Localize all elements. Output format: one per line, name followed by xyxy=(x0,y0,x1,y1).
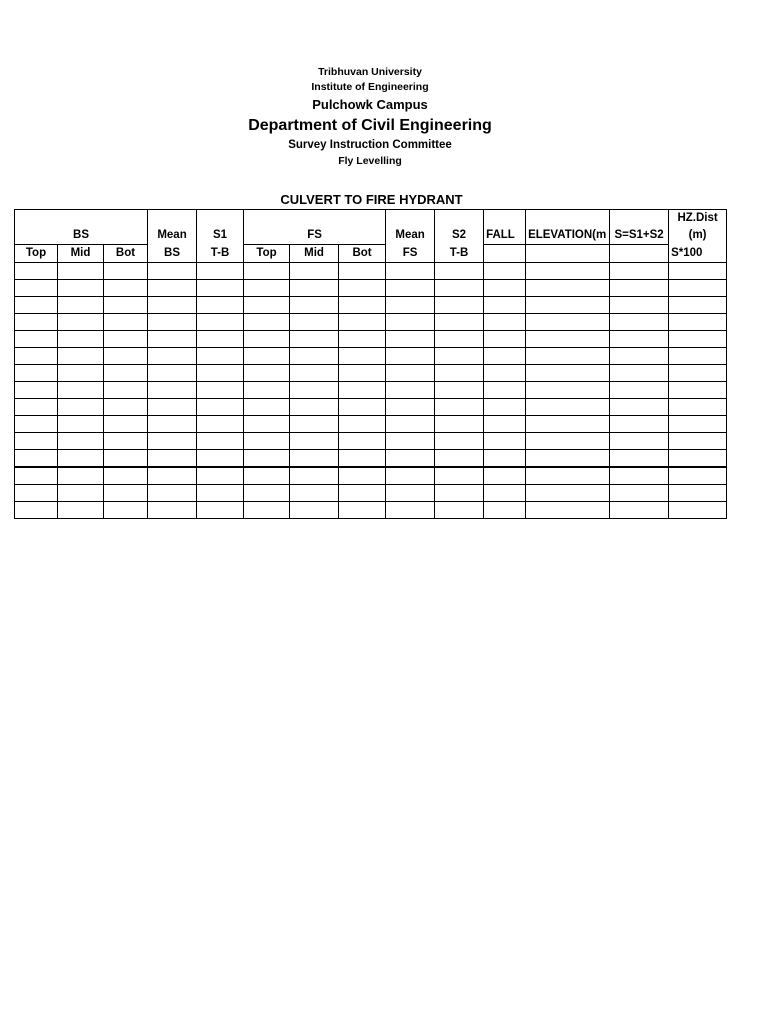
table-cell[interactable] xyxy=(148,502,197,519)
table-cell[interactable] xyxy=(148,263,197,280)
table-cell[interactable] xyxy=(435,502,484,519)
fs-mid-header: Mid xyxy=(290,245,339,263)
table-cell[interactable] xyxy=(669,416,727,433)
table-cell[interactable] xyxy=(197,314,244,331)
fall-subheader xyxy=(484,245,526,263)
table-cell[interactable] xyxy=(290,502,339,519)
table-cell[interactable] xyxy=(244,297,290,314)
table-cell[interactable] xyxy=(104,502,148,519)
table-cell[interactable] xyxy=(484,331,526,348)
table-cell[interactable] xyxy=(386,263,435,280)
table-cell[interactable] xyxy=(244,416,290,433)
table-cell[interactable] xyxy=(610,467,669,485)
table-cell[interactable] xyxy=(339,280,386,297)
table-cell[interactable] xyxy=(244,450,290,468)
table-row xyxy=(15,416,727,433)
table-cell[interactable] xyxy=(339,399,386,416)
table-row xyxy=(15,280,727,297)
table-cell[interactable] xyxy=(610,485,669,502)
table-cell[interactable] xyxy=(435,382,484,399)
table-cell[interactable] xyxy=(148,450,197,468)
table-cell[interactable] xyxy=(244,433,290,450)
bs-header: BS xyxy=(15,227,148,245)
table-cell[interactable] xyxy=(526,331,610,348)
table-cell[interactable] xyxy=(484,450,526,468)
table-cell[interactable] xyxy=(244,365,290,382)
table-cell[interactable] xyxy=(58,280,104,297)
table-cell[interactable] xyxy=(290,399,339,416)
table-cell[interactable] xyxy=(610,314,669,331)
table-cell[interactable] xyxy=(148,314,197,331)
table-cell[interactable] xyxy=(197,331,244,348)
table-cell[interactable] xyxy=(15,280,58,297)
table-cell[interactable] xyxy=(435,433,484,450)
table-cell[interactable] xyxy=(244,485,290,502)
fs-header: FS xyxy=(244,227,386,245)
s2-cell xyxy=(435,210,484,228)
table-cell[interactable] xyxy=(610,382,669,399)
table-cell[interactable] xyxy=(669,263,727,280)
table-cell[interactable] xyxy=(148,399,197,416)
table-cell[interactable] xyxy=(435,485,484,502)
fs-top-header: Top xyxy=(244,245,290,263)
table-cell[interactable] xyxy=(58,348,104,365)
table-cell[interactable] xyxy=(58,382,104,399)
table-cell[interactable] xyxy=(484,433,526,450)
table-row xyxy=(15,331,727,348)
table-cell[interactable] xyxy=(669,433,727,450)
table-cell[interactable] xyxy=(435,399,484,416)
mean-bs-cell xyxy=(148,210,197,228)
table-cell[interactable] xyxy=(15,314,58,331)
table-cell[interactable] xyxy=(339,382,386,399)
table-cell[interactable] xyxy=(244,280,290,297)
table-cell[interactable] xyxy=(484,399,526,416)
table-cell[interactable] xyxy=(484,263,526,280)
table-cell[interactable] xyxy=(58,365,104,382)
elevation-cell xyxy=(526,210,610,228)
campus-name: Pulchowk Campus xyxy=(312,97,428,112)
hz-unit-header: (m) xyxy=(669,227,727,245)
mean-bs-subheader: BS xyxy=(148,245,197,263)
table-cell[interactable] xyxy=(290,314,339,331)
table-cell[interactable] xyxy=(197,416,244,433)
table-cell[interactable] xyxy=(669,399,727,416)
table-cell[interactable] xyxy=(58,485,104,502)
table-cell[interactable] xyxy=(15,416,58,433)
table-cell[interactable] xyxy=(15,399,58,416)
s1-header: S1 xyxy=(197,227,244,245)
bs-top-header: Top xyxy=(15,245,58,263)
table-cell[interactable] xyxy=(104,450,148,468)
s-sum-header: S=S1+S2 xyxy=(610,227,669,245)
table-cell[interactable] xyxy=(148,331,197,348)
table-cell[interactable] xyxy=(526,399,610,416)
table-cell[interactable] xyxy=(484,348,526,365)
table-cell[interactable] xyxy=(15,348,58,365)
table-cell[interactable] xyxy=(15,502,58,519)
table-cell[interactable] xyxy=(339,450,386,468)
table-cell[interactable] xyxy=(244,382,290,399)
table-cell[interactable] xyxy=(610,348,669,365)
table-cell[interactable] xyxy=(15,297,58,314)
table-cell[interactable] xyxy=(386,297,435,314)
table-cell[interactable] xyxy=(339,502,386,519)
table-cell[interactable] xyxy=(610,263,669,280)
table-cell[interactable] xyxy=(104,348,148,365)
table-cell[interactable] xyxy=(148,467,197,485)
table-cell[interactable] xyxy=(386,433,435,450)
table-cell[interactable] xyxy=(148,348,197,365)
table-cell[interactable] xyxy=(197,485,244,502)
table-cell[interactable] xyxy=(339,416,386,433)
table-cell[interactable] xyxy=(197,450,244,468)
table-cell[interactable] xyxy=(197,280,244,297)
table-cell[interactable] xyxy=(610,416,669,433)
header-row-2 xyxy=(15,227,727,245)
table-cell[interactable] xyxy=(526,382,610,399)
table-cell[interactable] xyxy=(484,314,526,331)
table-cell[interactable] xyxy=(526,314,610,331)
table-cell[interactable] xyxy=(148,433,197,450)
fall-header: FALL xyxy=(484,227,526,245)
table-cell[interactable] xyxy=(148,365,197,382)
table-cell[interactable] xyxy=(244,348,290,365)
table-cell[interactable] xyxy=(339,467,386,485)
table-cell[interactable] xyxy=(610,331,669,348)
table-cell[interactable] xyxy=(58,467,104,485)
table-cell[interactable] xyxy=(435,450,484,468)
table-row xyxy=(15,433,727,450)
table-cell[interactable] xyxy=(386,348,435,365)
table-cell[interactable] xyxy=(386,399,435,416)
table-cell[interactable] xyxy=(386,416,435,433)
table-cell[interactable] xyxy=(610,297,669,314)
table-cell[interactable] xyxy=(104,331,148,348)
table-row xyxy=(15,314,727,331)
table-cell[interactable] xyxy=(386,280,435,297)
table-cell[interactable] xyxy=(104,467,148,485)
table-cell[interactable] xyxy=(339,348,386,365)
levelling-field-book-table xyxy=(14,209,727,519)
table-cell[interactable] xyxy=(58,399,104,416)
table-cell[interactable] xyxy=(197,297,244,314)
table-cell[interactable] xyxy=(197,502,244,519)
table-row xyxy=(15,502,727,519)
table-cell[interactable] xyxy=(484,416,526,433)
elevation-subheader xyxy=(526,245,610,263)
table-cell[interactable] xyxy=(290,416,339,433)
table-cell[interactable] xyxy=(290,467,339,485)
table-cell[interactable] xyxy=(104,314,148,331)
table-cell[interactable] xyxy=(104,280,148,297)
table-cell[interactable] xyxy=(58,416,104,433)
table-cell[interactable] xyxy=(435,280,484,297)
table-cell[interactable] xyxy=(58,297,104,314)
s2-header: S2 xyxy=(435,227,484,245)
fs-group-cell xyxy=(244,210,386,228)
s1-tb-header: T-B xyxy=(197,245,244,263)
table-cell[interactable] xyxy=(244,467,290,485)
table-cell[interactable] xyxy=(386,382,435,399)
table-cell[interactable] xyxy=(15,331,58,348)
header-row-1 xyxy=(15,210,727,228)
table-cell[interactable] xyxy=(526,263,610,280)
university-name: Tribhuvan University xyxy=(318,66,422,78)
table-cell[interactable] xyxy=(148,382,197,399)
table-cell[interactable] xyxy=(290,297,339,314)
table-row xyxy=(15,450,727,468)
table-cell[interactable] xyxy=(610,365,669,382)
table-cell[interactable] xyxy=(484,280,526,297)
table-cell[interactable] xyxy=(610,433,669,450)
table-cell[interactable] xyxy=(339,365,386,382)
table-cell[interactable] xyxy=(58,263,104,280)
table-cell[interactable] xyxy=(104,399,148,416)
table-cell[interactable] xyxy=(58,502,104,519)
table-cell[interactable] xyxy=(435,331,484,348)
table-row xyxy=(15,382,727,399)
table-cell[interactable] xyxy=(15,382,58,399)
elevation-header: ELEVATION(m xyxy=(526,227,610,245)
table-cell[interactable] xyxy=(435,416,484,433)
table-cell[interactable] xyxy=(197,382,244,399)
table-cell[interactable] xyxy=(104,485,148,502)
table-cell[interactable] xyxy=(610,280,669,297)
hz-dist-header: HZ.Dist xyxy=(669,210,727,228)
table-cell[interactable] xyxy=(58,331,104,348)
table-cell[interactable] xyxy=(290,263,339,280)
table-cell[interactable] xyxy=(435,365,484,382)
mean-fs-subheader: FS xyxy=(386,245,435,263)
table-cell[interactable] xyxy=(484,382,526,399)
table-cell[interactable] xyxy=(435,467,484,485)
table-cell[interactable] xyxy=(290,365,339,382)
table-cell[interactable] xyxy=(197,399,244,416)
table-cell[interactable] xyxy=(104,263,148,280)
table-cell[interactable] xyxy=(15,485,58,502)
mean-fs-cell xyxy=(386,210,435,228)
table-cell[interactable] xyxy=(104,365,148,382)
table-cell[interactable] xyxy=(58,450,104,468)
table-cell[interactable] xyxy=(526,297,610,314)
table-row xyxy=(15,485,727,502)
table-cell[interactable] xyxy=(197,467,244,485)
hz-formula-header: S*100 xyxy=(669,245,727,263)
table-cell[interactable] xyxy=(197,365,244,382)
table-cell[interactable] xyxy=(435,348,484,365)
table-cell[interactable] xyxy=(290,433,339,450)
table-cell[interactable] xyxy=(386,365,435,382)
table-cell[interactable] xyxy=(610,450,669,468)
department-name: Department of Civil Engineering xyxy=(248,117,492,134)
table-row xyxy=(15,348,727,365)
table-cell[interactable] xyxy=(244,399,290,416)
header-row-3 xyxy=(15,245,727,263)
survey-method: Fly Levelling xyxy=(338,155,402,167)
table-cell[interactable] xyxy=(526,365,610,382)
table-cell[interactable] xyxy=(386,314,435,331)
table-cell[interactable] xyxy=(244,331,290,348)
bs-mid-header: Mid xyxy=(58,245,104,263)
table-cell[interactable] xyxy=(290,485,339,502)
table-cell[interactable] xyxy=(669,314,727,331)
table-cell[interactable] xyxy=(386,485,435,502)
s1-cell xyxy=(197,210,244,228)
table-cell[interactable] xyxy=(484,485,526,502)
table-cell[interactable] xyxy=(339,314,386,331)
table-cell[interactable] xyxy=(148,297,197,314)
bs-bot-header: Bot xyxy=(104,245,148,263)
table-cell[interactable] xyxy=(290,331,339,348)
table-cell[interactable] xyxy=(15,433,58,450)
table-cell[interactable] xyxy=(339,485,386,502)
table-cell[interactable] xyxy=(669,331,727,348)
table-cell[interactable] xyxy=(339,263,386,280)
table-cell[interactable] xyxy=(104,382,148,399)
table-cell[interactable] xyxy=(58,314,104,331)
institute-name: Institute of Engineering xyxy=(311,81,429,93)
table-cell[interactable] xyxy=(669,467,727,485)
table-cell[interactable] xyxy=(290,450,339,468)
s-sum-cell xyxy=(610,210,669,228)
table-cell[interactable] xyxy=(484,467,526,485)
table-cell[interactable] xyxy=(58,433,104,450)
table-cell[interactable] xyxy=(484,502,526,519)
table-cell[interactable] xyxy=(339,297,386,314)
table-cell[interactable] xyxy=(435,263,484,280)
table-cell[interactable] xyxy=(669,297,727,314)
table-cell[interactable] xyxy=(290,348,339,365)
table-cell[interactable] xyxy=(526,485,610,502)
route-title: CULVERT TO FIRE HYDRANT xyxy=(280,192,463,207)
table-cell[interactable] xyxy=(669,450,727,468)
table-cell[interactable] xyxy=(104,433,148,450)
mean-bs-header: Mean xyxy=(148,227,197,245)
table-cell[interactable] xyxy=(484,297,526,314)
table-cell[interactable] xyxy=(669,502,727,519)
table-cell[interactable] xyxy=(669,382,727,399)
table-cell[interactable] xyxy=(197,263,244,280)
table-cell[interactable] xyxy=(104,297,148,314)
table-cell[interactable] xyxy=(526,467,610,485)
table-cell[interactable] xyxy=(669,365,727,382)
table-cell[interactable] xyxy=(339,331,386,348)
fall-cell xyxy=(484,210,526,228)
table-cell[interactable] xyxy=(148,485,197,502)
table-cell[interactable] xyxy=(526,450,610,468)
table-cell[interactable] xyxy=(435,314,484,331)
fs-bot-header: Bot xyxy=(339,245,386,263)
table-cell[interactable] xyxy=(290,280,339,297)
table-cell[interactable] xyxy=(526,280,610,297)
table-row xyxy=(15,263,727,280)
table-cell[interactable] xyxy=(526,416,610,433)
table-cell[interactable] xyxy=(526,433,610,450)
table-cell[interactable] xyxy=(610,502,669,519)
s2-tb-header: T-B xyxy=(435,245,484,263)
committee-name: Survey Instruction Committee xyxy=(288,139,452,151)
table-cell[interactable] xyxy=(526,348,610,365)
table-cell[interactable] xyxy=(244,502,290,519)
table-cell[interactable] xyxy=(15,263,58,280)
table-cell[interactable] xyxy=(669,348,727,365)
table-cell[interactable] xyxy=(484,365,526,382)
mean-fs-header: Mean xyxy=(386,227,435,245)
table-cell[interactable] xyxy=(290,382,339,399)
table-cell[interactable] xyxy=(15,450,58,468)
table-cell[interactable] xyxy=(669,280,727,297)
table-cell[interactable] xyxy=(148,416,197,433)
table-cell[interactable] xyxy=(610,399,669,416)
table-row xyxy=(15,399,727,416)
table-cell[interactable] xyxy=(197,433,244,450)
table-cell[interactable] xyxy=(386,331,435,348)
table-cell[interactable] xyxy=(244,263,290,280)
table-cell[interactable] xyxy=(15,467,58,485)
bs-group-cell xyxy=(15,210,148,228)
table-cell[interactable] xyxy=(669,485,727,502)
table-cell[interactable] xyxy=(386,467,435,485)
table-cell[interactable] xyxy=(15,365,58,382)
table-cell[interactable] xyxy=(244,314,290,331)
table-cell[interactable] xyxy=(339,433,386,450)
table-row xyxy=(15,297,727,314)
table-row xyxy=(15,467,727,485)
table-row xyxy=(15,365,727,382)
table-cell[interactable] xyxy=(197,348,244,365)
table-cell[interactable] xyxy=(386,502,435,519)
table-cell[interactable] xyxy=(526,502,610,519)
table-cell[interactable] xyxy=(104,416,148,433)
s-sum-subheader xyxy=(610,245,669,263)
table-cell[interactable] xyxy=(435,297,484,314)
table-cell[interactable] xyxy=(386,450,435,468)
table-cell[interactable] xyxy=(148,280,197,297)
